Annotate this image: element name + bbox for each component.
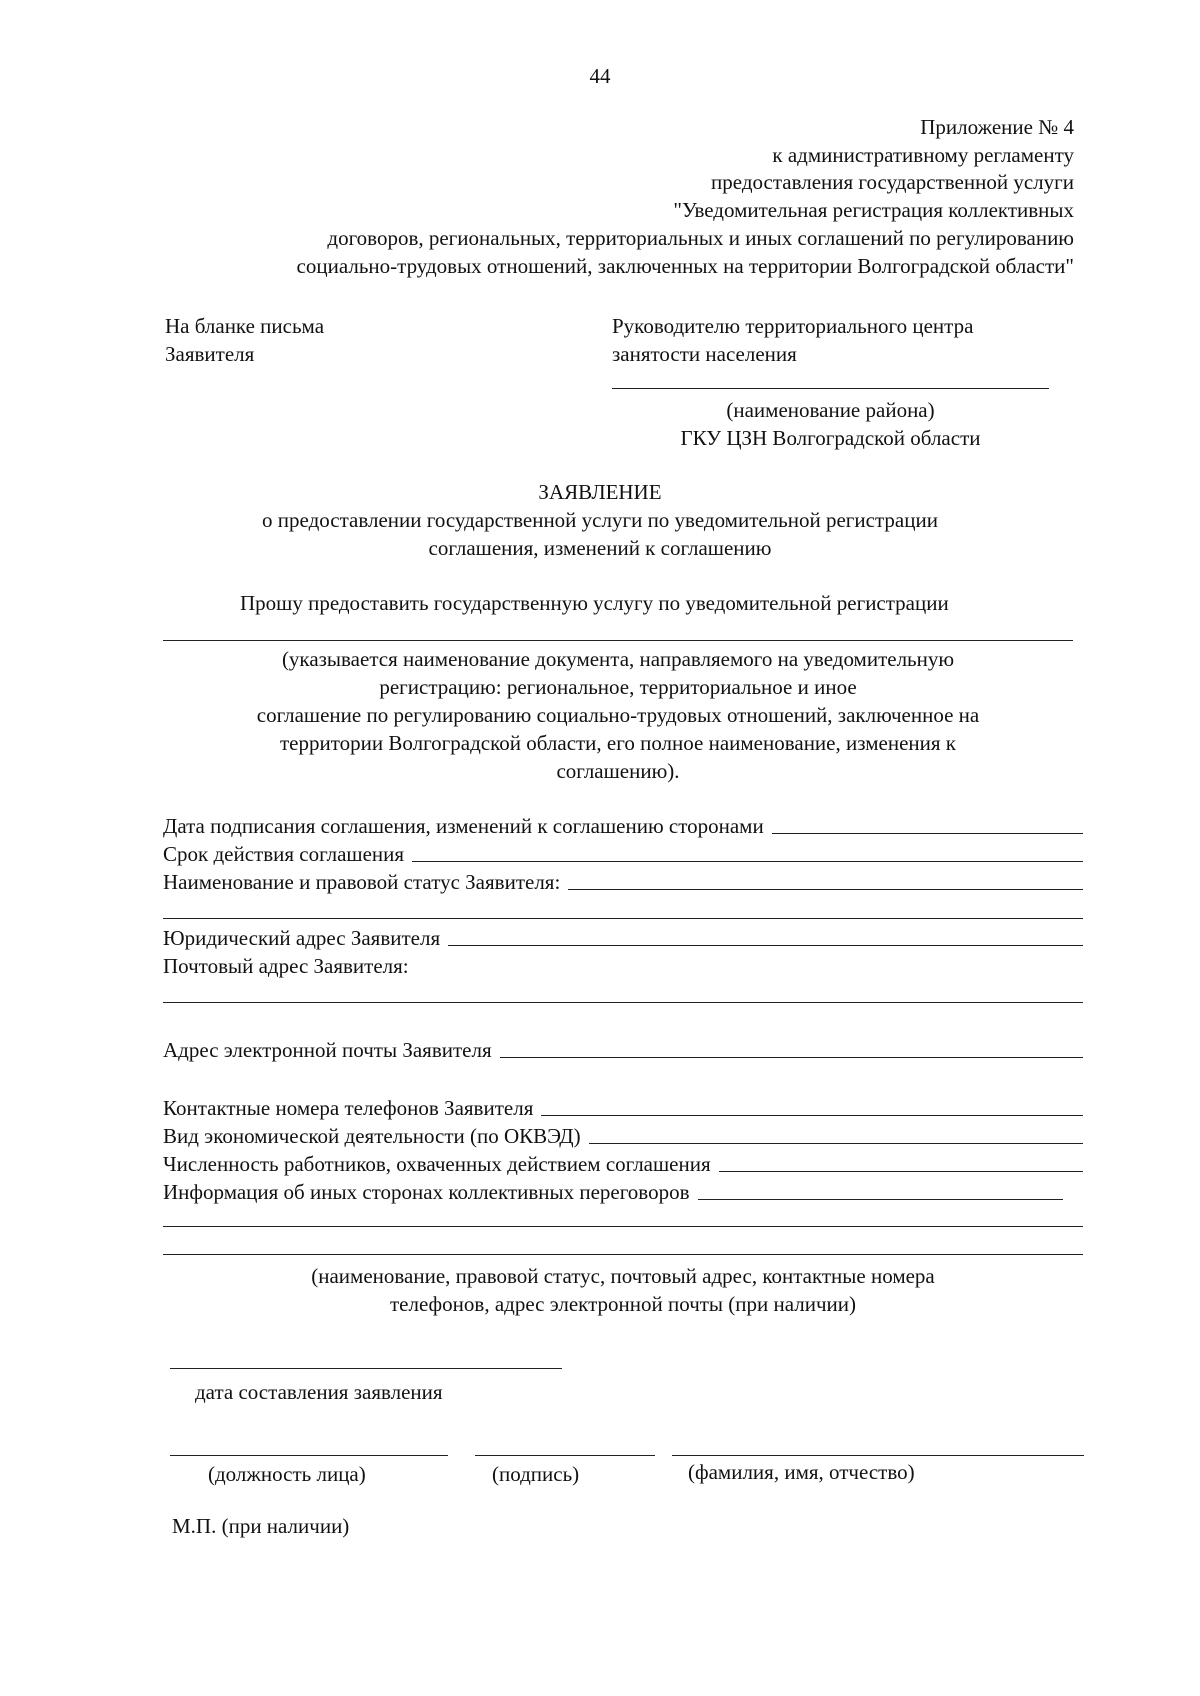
- phones-label: Контактные номера телефонов Заявителя: [163, 1096, 534, 1120]
- position-label: (должность лица): [208, 1462, 366, 1486]
- request-hint: соглашению).: [556, 759, 680, 783]
- appendix-line: договоров, региональных, территориальных и иных соглашений по регулированию: [327, 226, 1074, 250]
- request-hint: (указывается наименование документа, направляемого на уведомительную: [281, 647, 955, 671]
- legal-address-line[interactable]: [448, 945, 1083, 946]
- other-parties-hint: телефонов, адрес электронной почты (при наличии): [390, 1292, 856, 1316]
- phones-field[interactable]: [163, 1094, 1083, 1122]
- validity-label: Срок действия соглашения: [163, 842, 405, 866]
- document-title: ЗАЯВЛЕНИЕ: [538, 480, 662, 504]
- signature-label: (подпись): [492, 1462, 580, 1486]
- other-parties-line[interactable]: [698, 1199, 1064, 1200]
- name-status-line[interactable]: [568, 889, 1083, 890]
- appendix-line: "Уведомительная регистрация коллективных: [673, 198, 1074, 222]
- full-name-label: (фамилия, имя, отчество): [688, 1460, 915, 1484]
- application-date-label: дата составления заявления: [195, 1380, 443, 1404]
- position-line[interactable]: [170, 1455, 448, 1456]
- page-number: 44: [589, 64, 611, 88]
- full-name-line[interactable]: [672, 1455, 1084, 1456]
- district-name-line[interactable]: [612, 388, 1049, 389]
- other-parties-line-3[interactable]: [163, 1254, 1083, 1255]
- name-status-field[interactable]: [163, 868, 1083, 896]
- request-hint: соглашение по регулированию социально-трудовых отношений, заключенное на: [256, 703, 980, 727]
- other-parties-label: Информация об иных сторонах коллективных переговоров: [163, 1180, 690, 1204]
- addressee-line: Руководителю территориального центра: [612, 314, 974, 338]
- stamp-note: М.П. (при наличии): [172, 1514, 350, 1538]
- okved-line[interactable]: [589, 1143, 1083, 1144]
- okved-label: Вид экономической деятельности (по ОКВЭД): [163, 1124, 581, 1148]
- appendix-line: социально-трудовых отношений, заключенных на территории Волгоградской области": [296, 254, 1074, 278]
- signing-date-line[interactable]: [772, 833, 1083, 834]
- letterhead-note: На бланке письма: [165, 314, 325, 338]
- document-subtitle: о предоставлении государственной услуги по уведомительной регистрации: [262, 508, 938, 532]
- employees-field[interactable]: [163, 1150, 1083, 1178]
- letterhead-note: Заявителя: [165, 342, 255, 366]
- addressee-line: ГКУ ЦЗН Волгоградской области: [680, 426, 981, 450]
- appendix-line: Приложение № 4: [920, 115, 1074, 139]
- email-label: Адрес электронной почты Заявителя: [163, 1038, 492, 1062]
- employees-label: Численность работников, охваченных действием соглашения: [163, 1152, 711, 1176]
- other-parties-field[interactable]: [163, 1178, 1063, 1206]
- name-status-label: Наименование и правовой статус Заявителя:: [163, 870, 561, 894]
- employees-line[interactable]: [719, 1171, 1083, 1172]
- request-text: Прошу предоставить государственную услугу по уведомительной регистрации: [240, 591, 949, 615]
- legal-address-field[interactable]: [163, 924, 1083, 952]
- okved-field[interactable]: [163, 1122, 1083, 1150]
- validity-field[interactable]: [163, 840, 1083, 868]
- appendix-line: к административному регламенту: [772, 143, 1074, 167]
- appendix-line: предоставления государственной услуги: [711, 170, 1074, 194]
- postal-address-field: [163, 952, 1083, 980]
- postal-address-label: Почтовый адрес Заявителя:: [163, 954, 409, 978]
- document-subtitle: соглашения, изменений к соглашению: [428, 536, 772, 560]
- name-status-line-2[interactable]: [163, 918, 1083, 919]
- request-hint: регистрацию: региональное, территориальное и иное: [379, 675, 857, 699]
- other-parties-line-2[interactable]: [163, 1226, 1083, 1227]
- signature-line[interactable]: [475, 1455, 655, 1456]
- legal-address-label: Юридический адрес Заявителя: [163, 926, 441, 950]
- postal-address-line[interactable]: [163, 1002, 1083, 1003]
- signing-date-field[interactable]: [163, 812, 1083, 840]
- request-hint: территории Волгоградской области, его полное наименование, изменения к: [280, 731, 956, 755]
- email-line[interactable]: [500, 1057, 1083, 1058]
- phones-line[interactable]: [541, 1115, 1083, 1116]
- other-parties-hint: (наименование, правовой статус, почтовый адрес, контактные номера: [311, 1264, 935, 1288]
- email-field[interactable]: [163, 1036, 1083, 1064]
- signing-date-label: Дата подписания соглашения, изменений к соглашению сторонами: [163, 814, 764, 838]
- district-hint: (наименование района): [726, 398, 935, 422]
- validity-line[interactable]: [412, 861, 1083, 862]
- document-name-line[interactable]: [163, 640, 1073, 641]
- application-date-line[interactable]: [170, 1368, 562, 1369]
- addressee-line: занятости населения: [612, 342, 797, 366]
